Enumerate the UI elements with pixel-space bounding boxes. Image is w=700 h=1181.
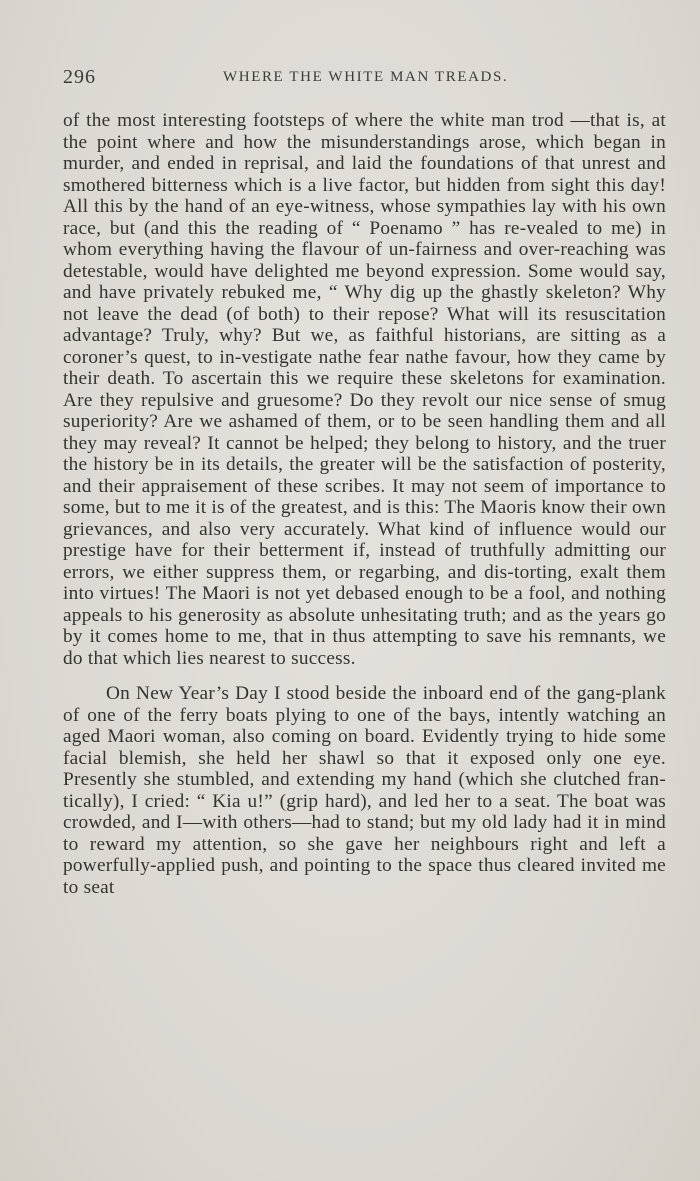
page-header (63, 66, 665, 92)
running-head: WHERE THE WHITE MAN TREADS. (223, 69, 509, 85)
paragraph-1: of the most interesting footsteps of where the white man trod —that is, at the point where and how the misunderstandings arose, which began in murder, and ended in reprisal, and laid the foundations of that unrest and smothered bitterness which is a live factor, but hidden from sight this day! All this by the hand of an eye-witness, whose sympathies lay with his own race, but (and this the reading of “ Poenamo ” has re-vealed to me) in whom everything having the flavour of un-fairness and over-reaching was detestable, would have delighted me beyond expression. Some would say, and have privately rebuked me, “ Why dig up the ghastly skeleton? Why not leave the dead (of both) to their repose? What will its resuscitation advantage? Truly, why? But we, as faithful historians, are sitting as a coroner’s quest, to in-vestigate nathe fear nathe favour, how they came by their death. To ascertain this we require these skeletons for examination. Are they repulsive and gruesome? Do they revolt our nice sense of smug superiority? Are we ashamed of them, or to be seen handling them and all they may reveal? It cannot be helped; they belong to history, and the truer the history be in its details, the greater will be the satisfaction of posterity, and their appraisement of these scribes. It may not seem of importance to some, but to me it is of the greatest, and is this: The Maoris know their own grievances, and also very accurately. What kind of influence would our prestige have for their betterment if, instead of truthfully admitting our errors, we either suppress them, or regarbing, and dis-torting, exalt them into virtues! The Maori is not yet debased enough to be a fool, and nothing appeals to his generosity as absolute unhesitating truth; and as the years go by it comes home to me, that in thus attempting to save his remnants, we do that which lies nearest to success. (63, 110, 666, 669)
body-text (63, 110, 666, 898)
page-number: 296 (63, 66, 96, 88)
paragraph-2: On New Year’s Day I stood beside the inboard end of the gang-plank of one of the ferry boats plying to one of the bays, intently watching an aged Maori woman, also coming on board. Evidently trying to hide some facial blemish, she held her shawl so that it exposed only one eye. Presently she stumbled, and extending my hand (which she clutched fran-tically), I cried: “ Kia u!” (grip hard), and led her to a seat. The boat was crowded, and I—with others—had to stand; but my old lady had it in mind to reward my attention, so she gave her neighbours right and left a powerfully-applied push, and pointing to the space thus cleared invited me to seat (63, 683, 666, 898)
